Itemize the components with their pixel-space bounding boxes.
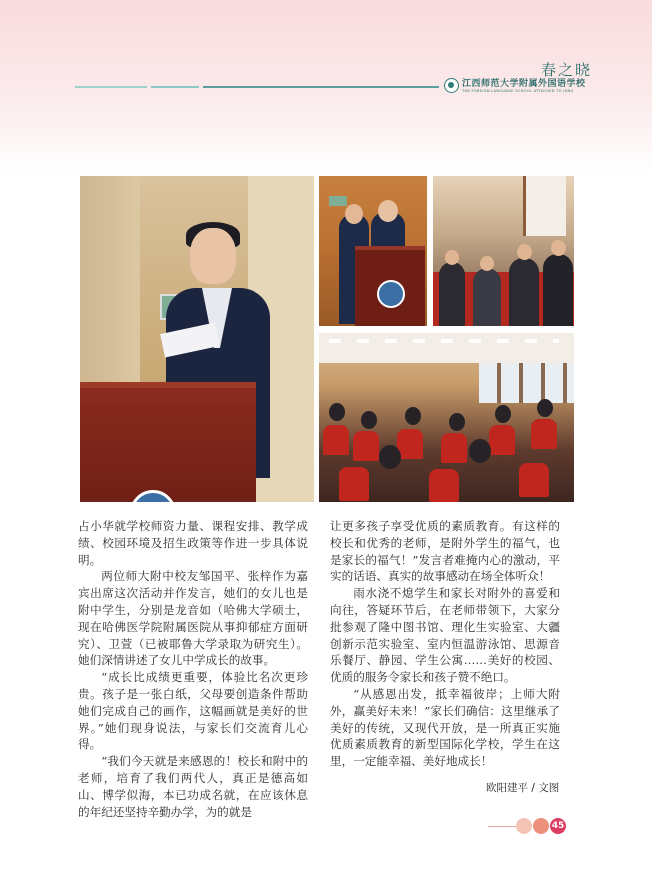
article-column-right [330,518,560,770]
section-title: 春之晓 [540,61,592,79]
photo-student-speaker [80,176,314,502]
header-rule-segment [203,86,439,88]
school-name: 江西师范大学附属外国语学校 [462,79,586,89]
school-emblem-icon [444,78,459,93]
footer-rule [488,826,518,827]
photo-seated-audience [433,176,574,326]
article-paragraph: 让更多孩子享受优质的素质教育。有这样的校长和优秀的老师，是附外学生的福气，也是家长的福气！”发言者难掩内心的激动，平实的话语、真实的故事感动在场全体听众！ [330,519,560,584]
article-paragraph: 两位师大附中校友邹国平、张梓作为嘉宾出席这次活动并作发言，她们的女儿也是附中学生，分别是龙音如（哈佛大学硕士，现在哈佛医学院附属医院从事抑郁症方面研究）、卫萱（已被耶鲁大学录取为研究生）。她们深情讲述了女儿中学成长的故事。 [78,569,308,668]
footer-dot-light [516,818,532,834]
photo-auditorium-audience [319,333,574,502]
article-paragraph: 雨水浇不熄学生和家长对附外的喜爱和向往，答疑环节后，在老师带领下，大家分批参观了隆中图书馆、理化生实验室、大疆创新示范实验室、室内恒温游泳馆、思源音乐餐厅、静园、学生公寓……美好的校园、优质的服务令家长和孩子赞不绝口。 [330,586,560,685]
header-rule-segment [75,86,147,88]
header-rule-segment [151,86,199,88]
article-paragraph: “我们今天就是来感恩的！校长和附中的老师，培育了我们两代人，真正是德高如山、博学似海，本已功成名就，在应该休息的年纪还坚持辛勤办学，为的就是 [78,754,308,819]
page-number: 45 [551,821,565,831]
article-paragraph: “从感恩出发，抵幸福彼岸；上师大附外，赢美好未来！”家长们确信：这里继承了美好的传统，又现代开放，是一所真正实施优质素质教育的新型国际化学校，学生在这里，一定能幸福、美好地成长！ [330,686,560,769]
article-paragraph: “成长比成绩更重要，体验比名次更珍贵。孩子是一张白纸，父母要创造条件帮助她们完成自己的画作，这幅画就是美好的世界。”她们现身说法，与家长们交流育儿心得。 [78,670,308,752]
article-column-left [78,518,308,820]
photo-two-speakers-at-podium [319,176,427,326]
school-name-en: THE FOREIGN LANGUAGE SCHOOL ATTACHED TO JXNU [462,89,574,93]
author-byline: 欧阳建平 / 文图 [486,782,560,794]
footer-dot-medium [533,818,549,834]
article-paragraph: 占小华就学校师资力量、课程安排、教学成绩、校园环境及招生政策等作进一步具体说明。 [78,519,308,567]
